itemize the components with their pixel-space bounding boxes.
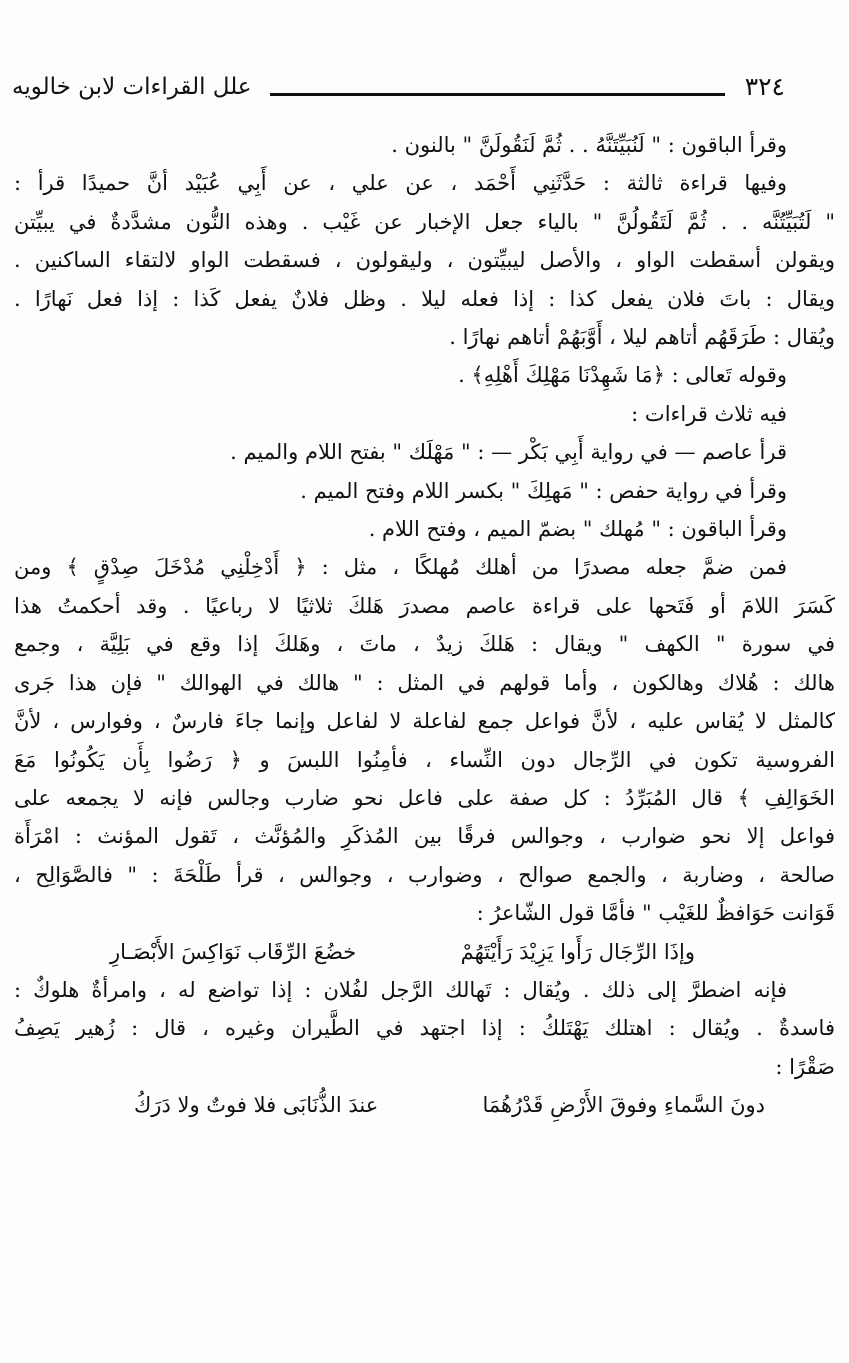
text-line: وفيها قراءة ثالثة : حَدَّثَنِي أَحْمَد ، عن علي ، عن أَبِي عُبَيْد أنَّ حميدًا قرأ : <box>14 171 787 196</box>
header-rule <box>270 93 725 96</box>
text-line: صالحة ، وضاربة ، والجمع صوالح ، وضوارب ، وجوالس ، قرأ طَلْحَةَ : " فالصَّوَالِح ، <box>14 862 835 887</box>
text-line: ويقولن أسقطت الواو ، والأصل ليبيِّتون ، وليقولون ، فسقطت الواو لالتقاء الساكنين . <box>14 248 835 273</box>
text-line: " لَتُبَيِّتُنَّه . . ثُمَّ لَتَقُولُنَّ " بالياء جعل الإخبار عن غَيْب . وهذه النُّون مشدَّدةٌ في يبيِّتن <box>14 209 835 234</box>
text-line: صَقْرًا : <box>775 1054 835 1079</box>
verse-second-hemistich: خضُعَ الرِّقَاب نَوَاكِسَ الأَبْصَـارِ <box>110 939 357 964</box>
text-line: ويُقال : طَرَقَهُم أتاهم ليلا ، أَوَّبَهُمْ أتاهم نهارًا . <box>449 325 835 350</box>
text-line: هالك : هُلاك وهالكون ، وأما قولهم في المثل : " هالك في الهوالك " فإن هذا جَرى <box>14 670 835 695</box>
text-line: فيه ثلاث قراءات : <box>631 401 787 426</box>
poetry-verse <box>14 1086 835 1124</box>
verse-first-hemistich: وإذَا الرِّجَال رَأَوا يَزِيْدَ رَأَيْتَهُمْ <box>460 939 695 964</box>
text-line: ويقال : باتَ فلان يفعل كذا : إذا فعله ليلا . وظل فلانٌ يفعل كَذا : إذا فعل نَهارًا . <box>14 286 835 311</box>
text-line: كالمثل لا يُقاس عليه ، لأنَّ فواعل جمع لفاعلة لا لفاعل وإنما جاءَ فارسٌ ، وفوارس ، لأنَّ <box>14 709 835 734</box>
page-number: ٣٢٤ <box>744 72 785 101</box>
verse-second-hemistich: عندَ الذُّنَابَى فلا فوتٌ ولا دَرَكُ <box>134 1093 379 1118</box>
text-line: فإنه اضطرَّ إلى ذلك . ويُقال : تَهالك الرَّجل لفُلان : إذا تواضع له ، وامرأةٌ هلوكٌ : <box>14 977 787 1002</box>
text-line: في سورة " الكهف " ويقال : هَلكَ زيدٌ ، ماتَ ، وهَلكَ إذا وقع في بَلِيَّة ، وجمع <box>14 632 835 657</box>
text-line: فاسدةٌ . ويُقال : اهتلك يَهْتَلكُ : إذا اجتهد في الطَّيران وغيره ، قال : زُهير يَصِفُ <box>14 1016 835 1041</box>
verse-first-hemistich: دونَ السَّماءِ وفوقَ الأَرْضِ قَدْرُهُمَا <box>482 1093 765 1118</box>
poetry-verse <box>14 933 835 971</box>
text-line: وقرأ الباقون : " مُهلك " بضمّ الميم ، وفتح اللام . <box>368 517 787 542</box>
page-header <box>12 72 837 112</box>
text-line: الخَوَالِفِ ﴾ قال المُبَرِّدُ : كل صفة على فاعل نحو ضارب وجالس فإنه لا يجمعه على <box>14 785 835 810</box>
text-line: فمن ضمَّ جعله مصدرًا من أهلك مُهلكًا ، مثل : ﴿ أَدْخِلْنِي مُدْخَلَ صِدْقٍ ﴾ ومن <box>14 555 787 580</box>
text-line: فواعل إلا نحو ضوارب ، وجوالس فرقًا بين المُذكَرِ والمُؤنَّث ، تَقول المؤنث : امْرَأَة <box>14 824 835 849</box>
text-line: قرأ عاصم — في رواية أَبِي بَكْر — : " مَهْلَك " بفتح اللام والميم . <box>230 440 787 465</box>
running-title: علل القراءات لابن خالويه <box>12 74 252 100</box>
text-line: الفروسية تكون في الرِّجال دون النِّساء ، فأمِنُوا اللبسَ و ﴿ رَضُوا بِأَن يَكُونُوا مَعَ <box>14 747 835 772</box>
text-line: كَسَرَ اللامَ أو فَتَحها على قراءة عاصم مصدرَ هَلكَ ثلاثيًا لا رباعيًا . وقد أحكمتُ هذا <box>14 593 835 618</box>
body-text <box>14 126 835 1125</box>
text-line: وقرأ في رواية حفص : " مَهلِكَ " بكسر اللام وفتح الميم . <box>300 478 787 503</box>
text-line: وقرأ الباقون : " لَنُبَيِّتَنَّهُ . . ثُمَّ لَنَقُولَنَّ " بالنون . <box>391 133 787 157</box>
text-line: قَوَانت حَوَافظٌ للغَيْب " فأمَّا قول الشّاعرُ : <box>476 901 835 926</box>
text-line: وقوله تَعالى : ﴿مَا شَهِدْنَا مَهْلِكَ أَهْلِهِ﴾ . <box>458 363 787 388</box>
